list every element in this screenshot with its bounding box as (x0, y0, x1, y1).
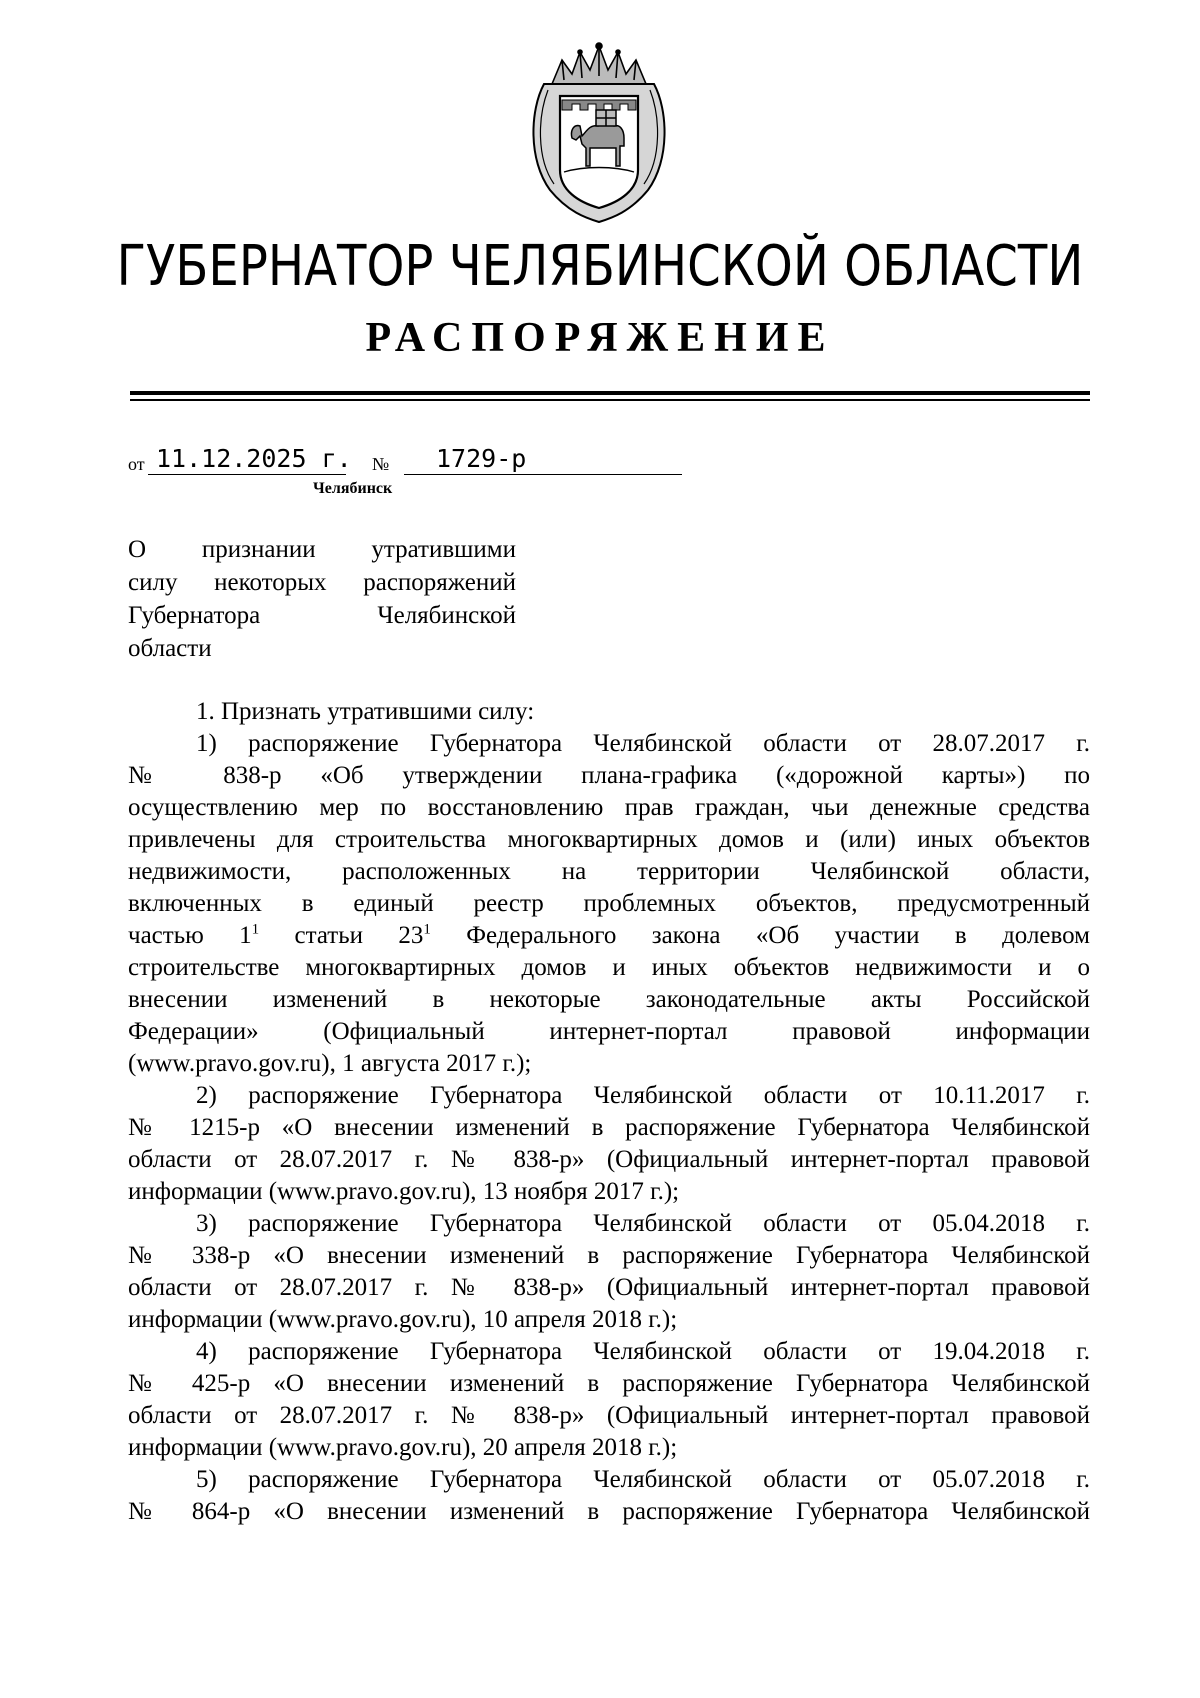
item-line: 3) распоряжение Губернатора Челябинской области от 05.04.2018 г. (196, 1210, 1090, 1237)
number-underline (404, 474, 682, 475)
number-label: № (372, 454, 390, 474)
item-line: № 425-р «О внесении изменений в распоряжение Губернатора Челябинской (128, 1370, 1090, 1397)
item-line: 1) распоряжение Губернатора Челябинской области от 28.07.2017 г. (196, 730, 1090, 757)
item-line: строительстве многоквартирных домов и иных объектов недвижимости и о (128, 954, 1090, 981)
item-line: (www.pravo.gov.ru), 1 августа 2017 г.); (128, 1050, 532, 1077)
item-line: частью $1^1$ статьи $23^1$ Федерального закона «Об участии в долевом (128, 921, 1091, 949)
item-line: Федерации» (Официальный интернет-портал правовой информации (128, 1018, 1090, 1045)
item-line: осуществлению мер по восстановлению прав граждан, чьи денежные средства (128, 794, 1090, 821)
coat-of-arms-emblem (524, 40, 674, 226)
item-line: 5) распоряжение Губернатора Челябинской области от 05.07.2018 г. (196, 1466, 1090, 1493)
document-number: 1729-р (436, 444, 527, 473)
item-line: привлечены для строительства многоквартирных домов и (или) иных объектов (128, 826, 1090, 853)
item-line: области от 28.07.2017 г. № 838-р» (Официальный интернет-портал правовой (128, 1146, 1090, 1173)
item-line: № 338-р «О внесении изменений в распоряжение Губернатора Челябинской (128, 1242, 1090, 1269)
item-line: информации (www.pravo.gov.ru), 20 апреля 2018 г.); (128, 1434, 678, 1461)
document-date: 11.12.2025 г. (156, 444, 352, 473)
subject-line: О признании утратившими (128, 536, 516, 563)
item-line: недвижимости, расположенных на территории Челябинской области, (128, 858, 1090, 885)
item-line: включенных в единый реестр проблемных объектов, предусмотренный (128, 890, 1090, 917)
item-line: № 1215-р «О внесении изменений в распоряжение Губернатора Челябинской (128, 1114, 1090, 1141)
item-line: области от 28.07.2017 г. № 838-р» (Официальный интернет-портал правовой (128, 1274, 1090, 1301)
body-intro: 1. Признать утратившими силу: (196, 698, 535, 725)
subject-line: силу некоторых распоряжений (128, 569, 516, 596)
document-subject (128, 533, 516, 665)
subject-line: области (128, 635, 212, 662)
item-line: информации (www.pravo.gov.ru), 13 ноября 2017 г.); (128, 1178, 680, 1205)
date-underline (148, 474, 346, 475)
header-rule-thick (130, 391, 1090, 395)
item-line: 2) распоряжение Губернатора Челябинской области от 10.11.2017 г. (196, 1082, 1090, 1109)
superscript-one: 1 (423, 921, 431, 938)
item-line: 4) распоряжение Губернатора Челябинской области от 19.04.2018 г. (196, 1338, 1090, 1365)
from-label: от (128, 454, 145, 474)
superscript-one: 1 (251, 921, 260, 938)
item-line: внесении изменений в некоторые законодательные акты Российской (128, 986, 1090, 1013)
document-kind: РАСПОРЯЖЕНИЕ (365, 315, 835, 361)
item-line: № 838-р «Об утверждении плана-графика («дорожной карты») по (128, 762, 1090, 789)
organization-title: ГУБЕРНАТОР ЧЕЛЯБИНСКОЙ ОБЛАСТИ (116, 234, 1084, 299)
city-name: Челябинск (313, 480, 393, 497)
item-line: информации (www.pravo.gov.ru), 10 апреля 2018 г.); (128, 1306, 678, 1333)
item-line: области от 28.07.2017 г. № 838-р» (Официальный интернет-портал правовой (128, 1402, 1090, 1429)
item-line: № 864-р «О внесении изменений в распоряжение Губернатора Челябинской (128, 1498, 1090, 1525)
document-body (128, 696, 1090, 1528)
header-rule-thin (130, 399, 1090, 401)
subject-line: Губернатора Челябинской (128, 602, 516, 629)
